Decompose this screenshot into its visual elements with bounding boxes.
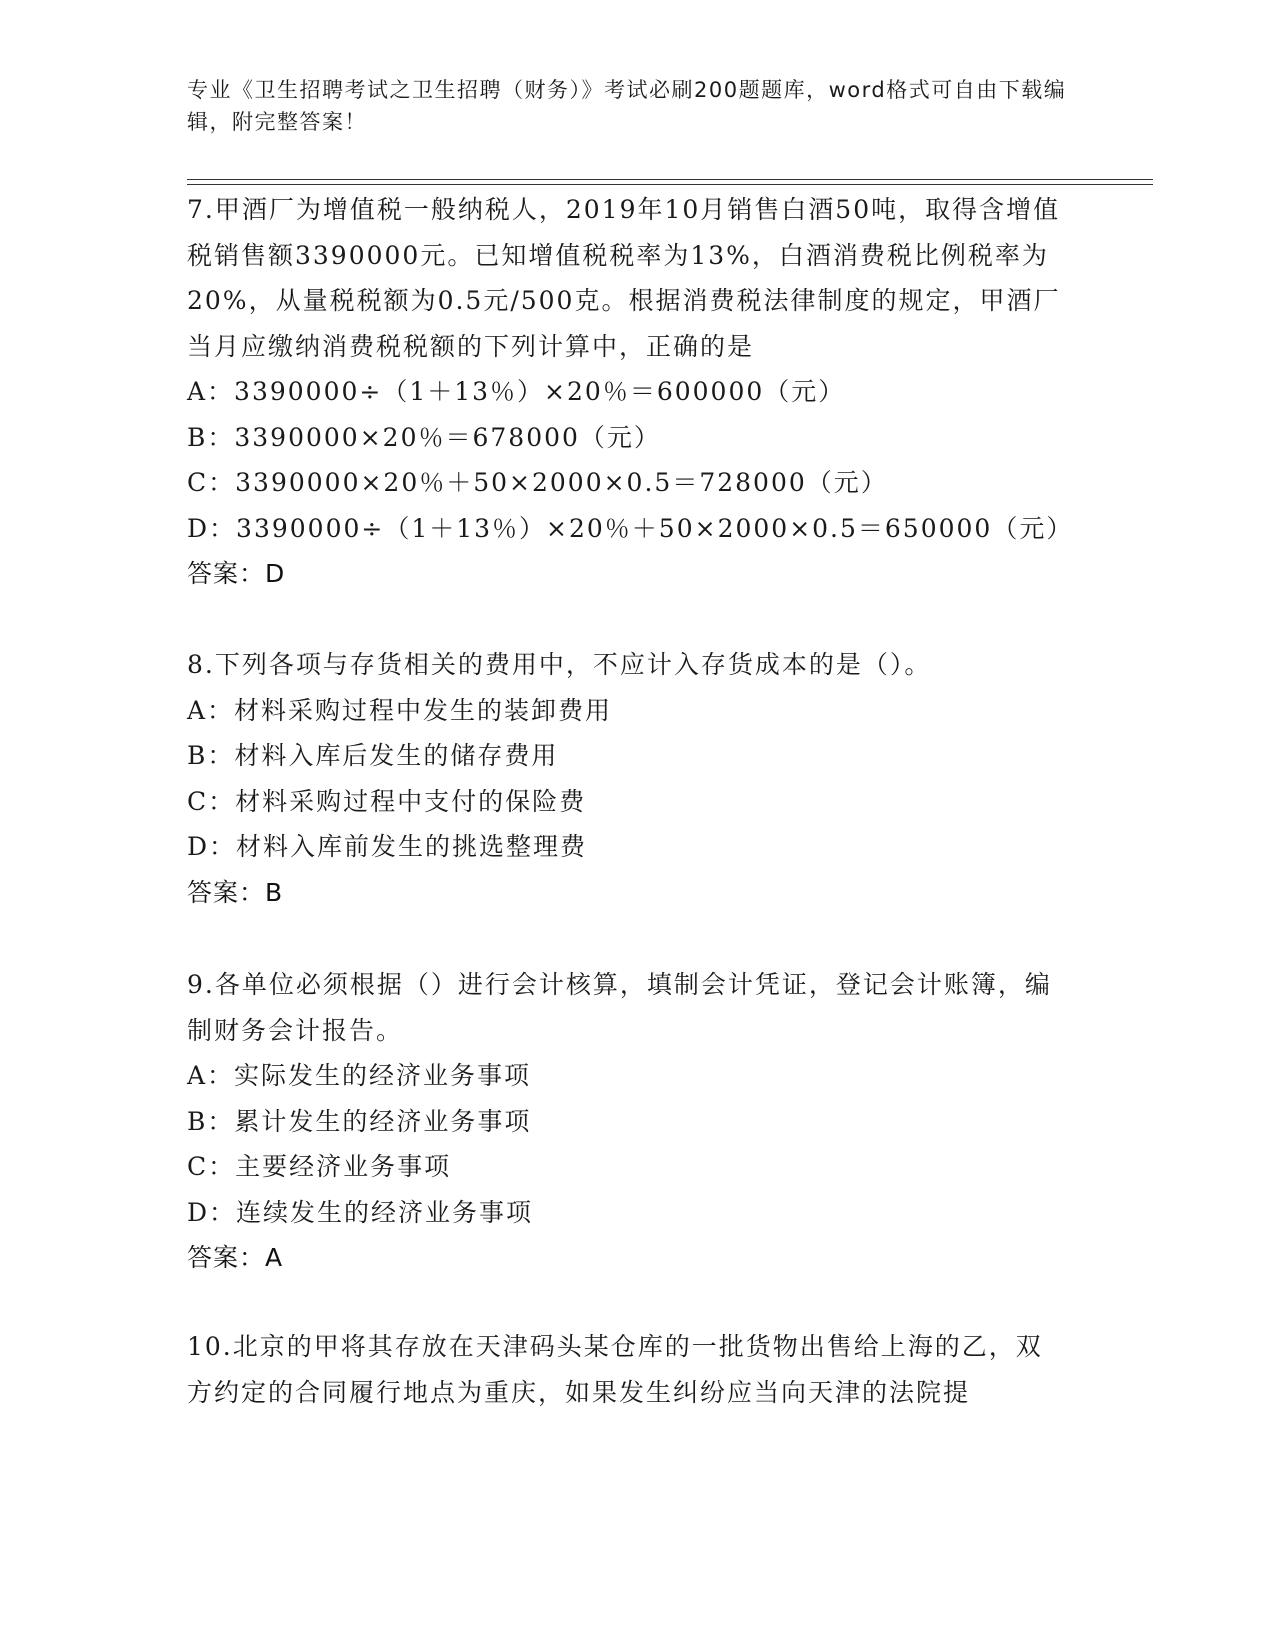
option-c: C：材料采购过程中支付的保险费 xyxy=(187,786,587,816)
answer-label: 答案：D xyxy=(187,559,286,588)
question-9 xyxy=(187,962,1067,1281)
option-c: C：主要经济业务事项 xyxy=(187,1152,452,1181)
option-b: B：材料入库后发生的储存费用 xyxy=(187,741,559,770)
option-d: D：3390000÷（1＋13％）×20％＋50×2000×0.5＝650000（元） xyxy=(187,513,1074,543)
question-stem: 7.甲酒厂为增值税一般纳税人，2019年10月销售白酒50吨，取得含增值税销售额3390000元。已知增值税税率为13%，白酒消费税比例税率为20%，从量税税额为0.5元/500克。根据消费税法律制度的规定，甲酒厂当月应缴纳消费税税额的下列计算中，正确的是 xyxy=(187,195,1061,361)
option-d: D：材料入库前发生的挑选整理费 xyxy=(187,832,588,861)
option-c: C：3390000×20％＋50×2000×0.5＝728000（元） xyxy=(187,468,888,497)
option-d: D：连续发生的经济业务事项 xyxy=(187,1197,534,1227)
document-header: 专业《卫生招聘考试之卫生招聘（财务）》考试必刷200题题库，word格式可自由下载编辑，附完整答案！ xyxy=(187,78,1067,134)
header-divider-top xyxy=(187,179,1153,180)
answer-label: 答案：A xyxy=(187,1243,284,1272)
answer-label: 答案：B xyxy=(187,877,284,907)
option-b: B：3390000×20％＝678000（元） xyxy=(187,422,661,452)
option-a: A：材料采购过程中发生的装卸费用 xyxy=(187,695,613,725)
question-stem: 8.下列各项与存货相关的费用中，不应计入存货成本的是（）。 xyxy=(187,650,932,679)
question-7 xyxy=(187,187,1074,597)
question-10 xyxy=(187,1324,1067,1415)
option-a: A：3390000÷（1＋13％）×20％＝600000（元） xyxy=(187,377,846,406)
question-stem: 9.各单位必须根据（）进行会计核算，填制会计凭证，登记会计账簿，编制财务会计报告。 xyxy=(187,970,1052,1045)
option-b: B：累计发生的经济业务事项 xyxy=(187,1106,532,1136)
question-8 xyxy=(187,642,1067,915)
option-a: A：实际发生的经济业务事项 xyxy=(187,1061,532,1090)
header-divider-bottom xyxy=(187,184,1153,185)
question-stem: 10.北京的甲将其存放在天津码头某仓库的一批货物出售给上海的乙，双方约定的合同履行地点为重庆，如果发生纠纷应当向天津的法院提 xyxy=(187,1332,1043,1407)
